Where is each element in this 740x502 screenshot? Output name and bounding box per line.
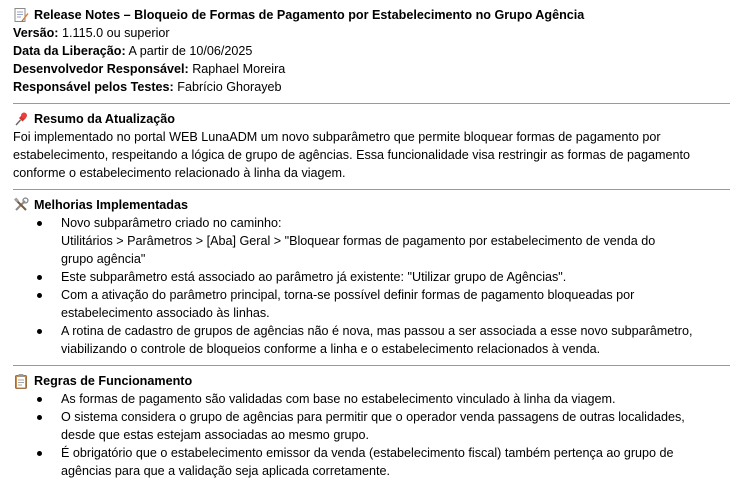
field-label: Desenvolvedor Responsável:	[13, 62, 189, 76]
list-item-line: Novo subparâmetro criado no caminho:	[61, 216, 282, 230]
field-value: 1.115.0 ou superior	[62, 26, 170, 40]
summary-heading	[13, 110, 730, 128]
list-item	[13, 268, 731, 286]
summary-line: estabelecimento, respeitando a lógica de grupo de agências. Essa funcionalidade visa restringir as formas de pagamento	[13, 148, 690, 162]
rules-title: Regras de Funcionamento	[34, 374, 193, 388]
field-version	[13, 24, 730, 42]
list-item	[13, 286, 731, 322]
list-item-line: estabelecimento associado às linhas.	[61, 306, 270, 320]
section-divider	[13, 189, 730, 190]
field-label: Responsável pelos Testes:	[13, 80, 174, 94]
list-item	[13, 322, 731, 358]
list-item-line: Este subparâmetro está associado ao parâmetro já existente: "Utilizar grupo de Agências".	[61, 270, 567, 284]
list-item-line: As formas de pagamento são validadas com base no estabelecimento vinculado à linha da viagem.	[61, 392, 616, 406]
field-value: Raphael Moreira	[192, 62, 286, 76]
section-divider	[13, 103, 730, 104]
list-item	[13, 408, 731, 444]
summary-text	[13, 128, 728, 182]
document-title-row	[13, 6, 730, 24]
list-item	[13, 390, 731, 408]
list-item-line: grupo agência"	[61, 252, 146, 266]
list-item	[13, 444, 731, 480]
improvements-title: Melhorias Implementadas	[34, 198, 188, 212]
summary-line: conforme o estabelecimento relacionado à linha da viagem.	[13, 166, 346, 180]
document-title: Release Notes – Bloqueio de Formas de Pagamento por Estabelecimento no Grupo Agência	[34, 8, 585, 22]
field-label: Data da Liberação:	[13, 44, 126, 58]
list-item-line: desde que estas estejam associadas ao mesmo grupo.	[61, 428, 370, 442]
tools-icon	[13, 197, 29, 213]
summary-title: Resumo da Atualização	[34, 112, 175, 126]
rules-list	[13, 390, 730, 480]
field-developer	[13, 60, 730, 78]
field-value: A partir de 10/06/2025	[128, 44, 253, 58]
field-label: Versão:	[13, 26, 59, 40]
field-value: Fabrício Ghorayeb	[177, 80, 282, 94]
improvements-list	[13, 214, 730, 358]
field-tester	[13, 78, 730, 96]
list-item-line: Com a ativação do parâmetro principal, torna-se possível definir formas de pagamento bloqueadas por	[61, 288, 635, 302]
list-item-line: Utilitários > Parâmetros > [Aba] Geral > "Bloquear formas de pagamento por estabelecimento de venda do	[61, 234, 656, 248]
summary-line: Foi implementado no portal WEB LunaADM um novo subparâmetro que permite bloquear formas de pagamento por	[13, 130, 661, 144]
clipboard-icon	[13, 373, 29, 389]
rules-heading	[13, 372, 730, 390]
section-divider	[13, 365, 730, 366]
pushpin-icon	[13, 111, 29, 127]
list-item-line: O sistema considera o grupo de agências para permitir que o operador venda passagens de outras localidades,	[61, 410, 685, 424]
list-item-line: agências para que a validação seja aplicada corretamente.	[61, 464, 391, 478]
list-item-line: A rotina de cadastro de grupos de agências não é nova, mas passou a ser associada a esse novo subparâmetro,	[61, 324, 693, 338]
memo-icon	[13, 7, 29, 23]
list-item	[13, 214, 731, 268]
field-release-date	[13, 42, 730, 60]
list-item-line: viabilizando o controle de bloqueios conforme a linha e o estabelecimento relacionados à venda.	[61, 342, 601, 356]
improvements-heading	[13, 196, 730, 214]
list-item-line: É obrigatório que o estabelecimento emissor da venda (estabelecimento fiscal) também pertença ao grupo de	[61, 446, 674, 460]
